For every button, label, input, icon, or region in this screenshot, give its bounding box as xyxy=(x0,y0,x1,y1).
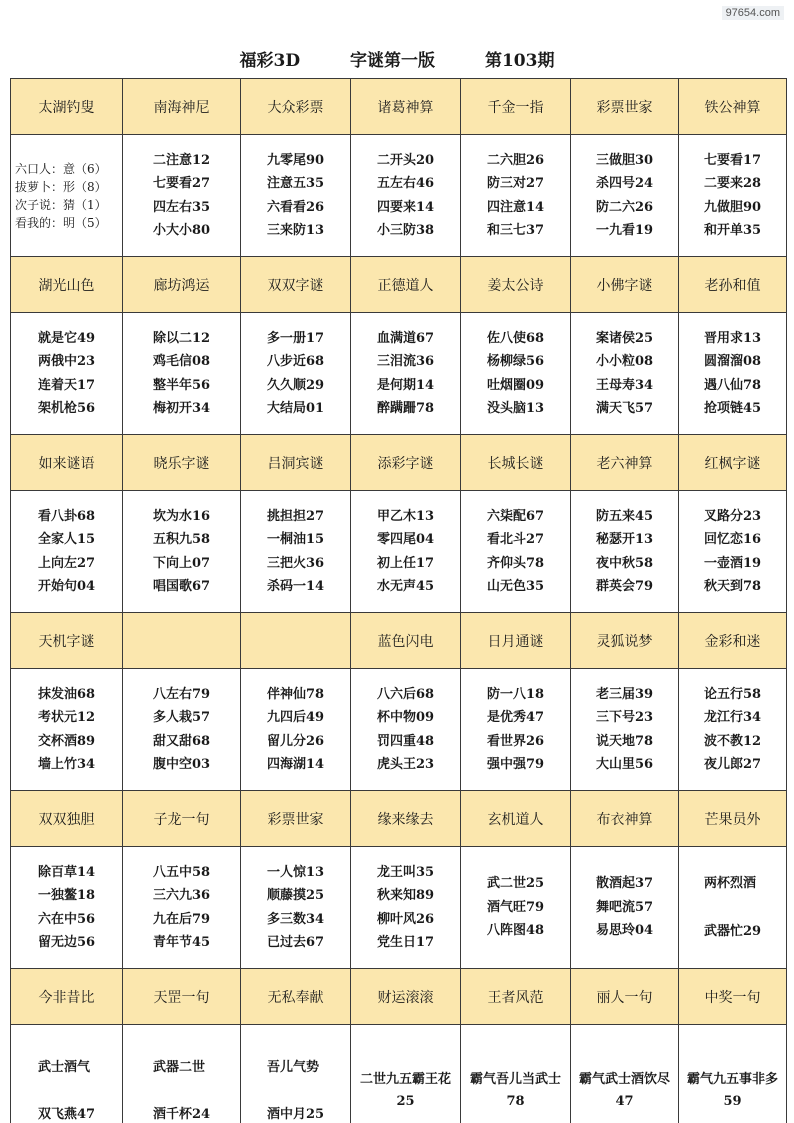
riddle-lines xyxy=(38,1056,95,1123)
column-header: 子龙一句 xyxy=(123,791,241,847)
riddle-cell xyxy=(351,1025,461,1123)
riddle-line: 考状元12 xyxy=(37,710,96,725)
riddle-lines xyxy=(267,683,324,777)
riddle-cell xyxy=(679,135,787,257)
column-header: 小佛字谜 xyxy=(571,257,679,313)
riddle-line: 强中强79 xyxy=(486,757,545,772)
riddle-cell xyxy=(123,669,241,791)
column-header: 红枫字谜 xyxy=(679,435,787,491)
riddle-line: 九做胆90 xyxy=(703,199,762,215)
riddle-lines xyxy=(267,327,324,421)
riddle-lines xyxy=(596,872,653,943)
riddle-line: 甜又甜68 xyxy=(152,733,211,749)
riddle-line: 上向左27 xyxy=(37,555,96,571)
riddle-line: 一桐油15 xyxy=(266,532,325,547)
riddle-lines xyxy=(267,1056,324,1123)
riddle-lines xyxy=(153,149,210,243)
riddle-line: 三来防13 xyxy=(266,223,325,238)
riddle-line: 八阵图48 xyxy=(486,923,545,939)
column-header: 丽人一句 xyxy=(571,969,679,1025)
legend-line: 拔萝卜：形（8） xyxy=(15,179,107,194)
riddle-line: 全家人15 xyxy=(37,532,96,547)
riddle-line: 一人惊13 xyxy=(266,864,325,880)
riddle-line: 血满道67 xyxy=(376,330,435,346)
riddle-line: 老三届39 xyxy=(595,686,654,702)
riddle-line: 六在中56 xyxy=(37,911,96,927)
riddle-cell xyxy=(351,491,461,613)
column-header: 彩票世家 xyxy=(241,791,351,847)
riddle-line: 秘瑟开13 xyxy=(595,532,654,547)
riddle-line: 留儿分26 xyxy=(266,733,325,749)
title-issue: 第103期 xyxy=(484,51,555,71)
riddle-line: 夜儿郎27 xyxy=(703,757,762,772)
column-header: 中奖一句 xyxy=(679,969,787,1025)
riddle-line: 二六胆26 xyxy=(486,152,545,168)
riddle-line: 交杯酒89 xyxy=(37,733,96,749)
column-header: 金彩和迷 xyxy=(679,613,787,669)
riddle-line: 二注意12 xyxy=(152,152,211,168)
riddle-line: 三泪流36 xyxy=(376,354,435,369)
riddle-line: 五左右46 xyxy=(376,176,435,191)
riddle-line: 双飞燕47 xyxy=(37,1107,96,1122)
riddle-line: 抹发油68 xyxy=(37,686,96,702)
riddle-line: 武器二世 xyxy=(152,1059,205,1075)
riddle-lines xyxy=(596,505,653,599)
column-header: 芒果员外 xyxy=(679,791,787,847)
riddle-cell xyxy=(123,1025,241,1123)
riddle-line: 唱国歌67 xyxy=(152,579,211,594)
column-header: 双双独胆 xyxy=(11,791,123,847)
riddle-line: 抢项链45 xyxy=(703,401,762,416)
riddle-cell xyxy=(679,669,787,791)
column-header: 今非昔比 xyxy=(11,969,123,1025)
column-header: 长城长谜 xyxy=(461,435,571,491)
riddle-lines xyxy=(596,683,653,777)
riddle-line: 说天地78 xyxy=(595,733,654,749)
riddle-line: 多一册17 xyxy=(266,330,325,346)
riddle-line: 霸气吾儿当武士78 xyxy=(469,1072,561,1109)
riddle-line: 杨柳绿56 xyxy=(486,354,545,369)
riddle-line: 酒气旺79 xyxy=(486,899,545,915)
riddle-lines xyxy=(377,683,434,777)
riddle-line: 二开头20 xyxy=(376,152,435,168)
column-header: 彩票世家 xyxy=(571,79,679,135)
riddle-line: 没头脑13 xyxy=(486,401,545,416)
riddle-row xyxy=(11,669,787,791)
riddle-line: 龙王叫35 xyxy=(376,864,435,880)
column-header: 玄机道人 xyxy=(461,791,571,847)
riddle-lines xyxy=(38,505,95,599)
riddle-row xyxy=(11,135,787,257)
title-name: 字谜第一版 xyxy=(350,51,436,71)
riddle-cell xyxy=(351,847,461,969)
column-header: 老孙和值 xyxy=(679,257,787,313)
riddle-lines xyxy=(596,327,653,421)
riddle-line: 杯中物09 xyxy=(376,710,435,725)
riddle-line: 霸气武士酒饮尽47 xyxy=(578,1072,670,1109)
riddle-line: 九零尾90 xyxy=(266,152,325,168)
riddle-table xyxy=(10,78,787,1123)
header-row xyxy=(11,435,787,491)
riddle-line: 就是它49 xyxy=(37,330,96,346)
column-header: 添彩字谜 xyxy=(351,435,461,491)
riddle-line: 防五来45 xyxy=(595,508,654,524)
riddle-cell xyxy=(461,491,571,613)
riddle-lines xyxy=(704,872,761,943)
riddle-lines xyxy=(704,683,761,777)
riddle-line: 久久顺29 xyxy=(266,377,325,393)
riddle-cell xyxy=(679,313,787,435)
riddle-line: 波不教12 xyxy=(703,733,762,749)
column-header: 姜太公诗 xyxy=(461,257,571,313)
riddle-line: 秋天到78 xyxy=(703,579,762,594)
riddle-line: 八六后68 xyxy=(376,686,435,702)
header-row xyxy=(11,969,787,1025)
riddle-line: 已过去67 xyxy=(266,935,325,950)
riddle-line: 挑担担27 xyxy=(266,508,325,524)
column-header: 如来谜语 xyxy=(11,435,123,491)
page-title xyxy=(0,46,794,71)
riddle-line: 是优秀47 xyxy=(486,710,545,725)
header-row xyxy=(11,79,787,135)
riddle-lines xyxy=(267,149,324,243)
riddle-line: 多人栽57 xyxy=(152,710,211,725)
riddle-cell xyxy=(351,313,461,435)
riddle-lines xyxy=(377,505,434,599)
riddle-lines xyxy=(377,861,434,955)
riddle-lines xyxy=(487,872,544,943)
riddle-line: 七要看17 xyxy=(703,152,762,168)
riddle-line: 杀四号24 xyxy=(595,176,654,191)
riddle-cell xyxy=(241,313,351,435)
riddle-lines xyxy=(487,149,544,243)
riddle-lines xyxy=(377,149,434,243)
column-header: 大众彩票 xyxy=(241,79,351,135)
riddle-cell xyxy=(679,1025,787,1123)
riddle-line: 梅初开34 xyxy=(152,401,211,416)
riddle-line: 散酒起37 xyxy=(595,876,654,892)
riddle-lines xyxy=(571,1069,678,1113)
column-header: 缘来缘去 xyxy=(351,791,461,847)
riddle-line: 武士酒气 xyxy=(37,1059,90,1075)
riddle-cell xyxy=(571,135,679,257)
riddle-line: 山无色35 xyxy=(486,579,545,594)
riddle-line: 酒千杯24 xyxy=(152,1107,211,1122)
riddle-line: 两俄中23 xyxy=(37,354,96,369)
riddle-cell xyxy=(123,313,241,435)
riddle-cell xyxy=(123,491,241,613)
riddle-line: 吾儿气势 xyxy=(266,1059,319,1075)
riddle-line: 吐烟圈09 xyxy=(486,377,545,393)
riddle-line: 酒中月25 xyxy=(266,1107,325,1122)
riddle-cell xyxy=(571,1025,679,1123)
column-header: 灵狐说梦 xyxy=(571,613,679,669)
riddle-line: 顺藤摸25 xyxy=(266,888,325,903)
column-header: 财运滚滚 xyxy=(351,969,461,1025)
column-header: 廊坊鸿运 xyxy=(123,257,241,313)
riddle-line: 案诸侯25 xyxy=(595,330,654,346)
riddle-cell xyxy=(241,1025,351,1123)
riddle-line: 舞吧流57 xyxy=(595,899,654,915)
riddle-line: 小大小80 xyxy=(152,223,211,238)
riddle-line: 看世界26 xyxy=(486,733,545,749)
riddle-line: 下向上07 xyxy=(152,555,211,571)
riddle-line: 罚四重48 xyxy=(376,733,435,749)
riddle-lines xyxy=(153,327,210,421)
riddle-line: 圆溜溜08 xyxy=(703,354,762,369)
column-header: 吕洞宾谜 xyxy=(241,435,351,491)
riddle-line: 遇八仙78 xyxy=(703,377,762,393)
riddle-line: 三做胆30 xyxy=(595,152,654,168)
column-header: 正德道人 xyxy=(351,257,461,313)
riddle-cell xyxy=(461,1025,571,1123)
column-header: 千金一指 xyxy=(461,79,571,135)
riddle-line: 秋来知89 xyxy=(376,888,435,903)
column-header: 诸葛神算 xyxy=(351,79,461,135)
column-header: 布衣神算 xyxy=(571,791,679,847)
riddle-line: 多三数34 xyxy=(266,911,325,927)
riddle-lines xyxy=(267,505,324,599)
riddle-cell xyxy=(571,669,679,791)
header-row xyxy=(11,257,787,313)
riddle-cell xyxy=(11,1025,123,1123)
riddle-line: 防一八18 xyxy=(486,686,545,702)
column-header: 王者风范 xyxy=(461,969,571,1025)
riddle-line: 看北斗27 xyxy=(486,532,545,547)
riddle-row xyxy=(11,1025,787,1123)
riddle-line: 大结局01 xyxy=(266,401,325,416)
riddle-cell xyxy=(11,847,123,969)
riddle-cell xyxy=(461,313,571,435)
riddle-line: 零四尾04 xyxy=(376,532,435,547)
column-header: 湖光山色 xyxy=(11,257,123,313)
riddle-line: 大山里56 xyxy=(595,757,654,772)
riddle-cell xyxy=(241,135,351,257)
riddle-line: 王母寿34 xyxy=(595,377,654,393)
riddle-cell xyxy=(241,847,351,969)
riddle-line: 青年节45 xyxy=(152,935,211,950)
riddle-line: 九四后49 xyxy=(266,710,325,725)
riddle-cell xyxy=(461,847,571,969)
riddle-line: 杀码一14 xyxy=(266,579,325,594)
riddle-line: 夜中秋58 xyxy=(595,555,654,571)
riddle-line: 龙江行34 xyxy=(703,710,762,725)
riddle-line: 两杯烈酒 xyxy=(703,876,756,891)
site-watermark: 97654.com xyxy=(722,6,784,20)
riddle-line: 鸡毛信08 xyxy=(152,354,211,369)
riddle-row xyxy=(11,313,787,435)
riddle-line: 腹中空03 xyxy=(152,757,211,772)
riddle-line: 八左右79 xyxy=(152,686,211,702)
riddle-cell xyxy=(461,669,571,791)
legend-line: 看我的：明（5） xyxy=(15,215,107,230)
riddle-line: 架机枪56 xyxy=(37,401,96,416)
riddle-line: 伴神仙78 xyxy=(266,686,325,702)
riddle-lines xyxy=(487,683,544,777)
riddle-line: 易思玲04 xyxy=(595,923,654,939)
riddle-line: 醉蹒跚78 xyxy=(376,401,435,416)
riddle-row xyxy=(11,491,787,613)
riddle-lines xyxy=(153,683,210,777)
column-header: 蓝色闪电 xyxy=(351,613,461,669)
riddle-line: 水无声45 xyxy=(376,579,435,594)
riddle-line: 留无边56 xyxy=(37,935,96,950)
riddle-cell xyxy=(351,669,461,791)
riddle-cell xyxy=(11,135,123,257)
riddle-line: 坎为水16 xyxy=(152,508,211,524)
riddle-line: 霸气九五事非多59 xyxy=(686,1072,778,1109)
riddle-line: 和三七37 xyxy=(486,223,545,238)
header-row xyxy=(11,791,787,847)
column-header: 老六神算 xyxy=(571,435,679,491)
riddle-cell xyxy=(351,135,461,257)
riddle-lines xyxy=(38,683,95,777)
riddle-lines xyxy=(38,861,95,955)
riddle-line: 初上任17 xyxy=(376,555,435,571)
column-header: 南海神尼 xyxy=(123,79,241,135)
riddle-line: 一九看19 xyxy=(595,223,654,238)
riddle-line: 齐仰头78 xyxy=(486,555,545,571)
riddle-cell xyxy=(571,491,679,613)
riddle-cell xyxy=(571,313,679,435)
riddle-cell xyxy=(11,313,123,435)
column-header: 双双字谜 xyxy=(241,257,351,313)
riddle-cell xyxy=(123,135,241,257)
riddle-line: 回忆恋16 xyxy=(703,532,762,547)
riddle-lines xyxy=(461,1069,570,1113)
column-header: 太湖钓叟 xyxy=(11,79,123,135)
column-header xyxy=(241,613,351,669)
column-header: 铁公神算 xyxy=(679,79,787,135)
legend-line: 次子说：猜（1） xyxy=(15,197,107,212)
riddle-line: 墙上竹34 xyxy=(37,757,96,772)
riddle-line: 注意五35 xyxy=(266,176,325,191)
riddle-line: 叉路分23 xyxy=(703,508,762,524)
riddle-cell xyxy=(679,491,787,613)
riddle-lines xyxy=(704,327,761,421)
riddle-line: 五积九58 xyxy=(152,532,211,547)
riddle-line: 防二六26 xyxy=(595,199,654,215)
riddle-line: 七要看27 xyxy=(152,176,211,191)
riddle-cell xyxy=(241,669,351,791)
riddle-line: 武器忙29 xyxy=(703,923,762,939)
riddle-line: 六看看26 xyxy=(266,199,325,215)
riddle-lines xyxy=(267,861,324,955)
riddle-line: 佐八使68 xyxy=(486,330,545,346)
riddle-line: 小三防38 xyxy=(376,223,435,238)
riddle-line: 小小粒08 xyxy=(595,354,654,369)
riddle-lines xyxy=(704,505,761,599)
riddle-line: 四要来14 xyxy=(376,199,435,215)
riddle-line: 六柒配67 xyxy=(486,508,545,524)
riddle-line: 除以二12 xyxy=(152,330,211,346)
riddle-cell xyxy=(461,135,571,257)
riddle-line: 九在后79 xyxy=(152,911,211,927)
riddle-line: 八五中58 xyxy=(152,864,211,880)
riddle-lines xyxy=(351,1069,460,1113)
legend-block xyxy=(11,160,122,232)
riddle-line: 连着天17 xyxy=(37,377,96,393)
riddle-cell xyxy=(11,669,123,791)
riddle-line: 论五行58 xyxy=(703,686,762,702)
riddle-line: 晋用求13 xyxy=(703,330,762,346)
riddle-line: 武二世25 xyxy=(486,876,545,892)
riddle-lines xyxy=(377,327,434,421)
riddle-line: 甲乙木13 xyxy=(376,508,435,524)
riddle-line: 三把火36 xyxy=(266,555,325,571)
riddle-lines xyxy=(153,1056,210,1123)
riddle-line: 二要来28 xyxy=(703,176,762,191)
riddle-cell xyxy=(571,847,679,969)
riddle-lines xyxy=(679,1069,786,1113)
riddle-line: 八步近68 xyxy=(266,354,325,369)
riddle-line: 柳叶风26 xyxy=(376,911,435,927)
riddle-cell xyxy=(679,847,787,969)
riddle-line: 群英会79 xyxy=(595,579,654,594)
riddle-lines xyxy=(153,505,210,599)
riddle-line: 满天飞57 xyxy=(595,401,654,416)
riddle-row xyxy=(11,847,787,969)
legend-line: 六口人：意（6） xyxy=(15,161,107,176)
riddle-line: 三六九36 xyxy=(152,888,211,903)
riddle-lines xyxy=(487,327,544,421)
riddle-line: 防三对27 xyxy=(486,176,545,191)
riddle-line: 是何期14 xyxy=(376,377,435,393)
riddle-line: 党生日17 xyxy=(376,935,435,950)
column-header: 日月通谜 xyxy=(461,613,571,669)
riddle-cell xyxy=(123,847,241,969)
column-header: 天罡一句 xyxy=(123,969,241,1025)
riddle-lines xyxy=(153,861,210,955)
riddle-lines xyxy=(596,149,653,243)
title-brand: 福彩3D xyxy=(239,51,301,71)
riddle-cell xyxy=(11,491,123,613)
riddle-lines xyxy=(487,505,544,599)
riddle-line: 三下号23 xyxy=(595,710,654,725)
riddle-cell xyxy=(241,491,351,613)
riddle-line: 二世九五霸王花25 xyxy=(359,1072,451,1109)
riddle-lines xyxy=(38,327,95,421)
column-header: 无私奉献 xyxy=(241,969,351,1025)
riddle-line: 除百草14 xyxy=(37,864,96,880)
riddle-line: 和开单35 xyxy=(703,223,762,238)
column-header: 晓乐字谜 xyxy=(123,435,241,491)
riddle-line: 四左右35 xyxy=(152,199,211,215)
riddle-line: 整半年56 xyxy=(152,377,211,393)
riddle-line: 一壶酒19 xyxy=(703,555,762,571)
riddle-line: 看八卦68 xyxy=(37,508,96,524)
riddle-line: 四海湖14 xyxy=(266,757,325,772)
riddle-line: 开始句04 xyxy=(37,579,96,594)
riddle-line: 一独鳌18 xyxy=(37,888,96,903)
header-row xyxy=(11,613,787,669)
riddle-lines xyxy=(704,149,761,243)
column-header: 天机字谜 xyxy=(11,613,123,669)
riddle-line: 四注意14 xyxy=(486,199,545,215)
riddle-line: 虎头王23 xyxy=(376,757,435,772)
column-header xyxy=(123,613,241,669)
